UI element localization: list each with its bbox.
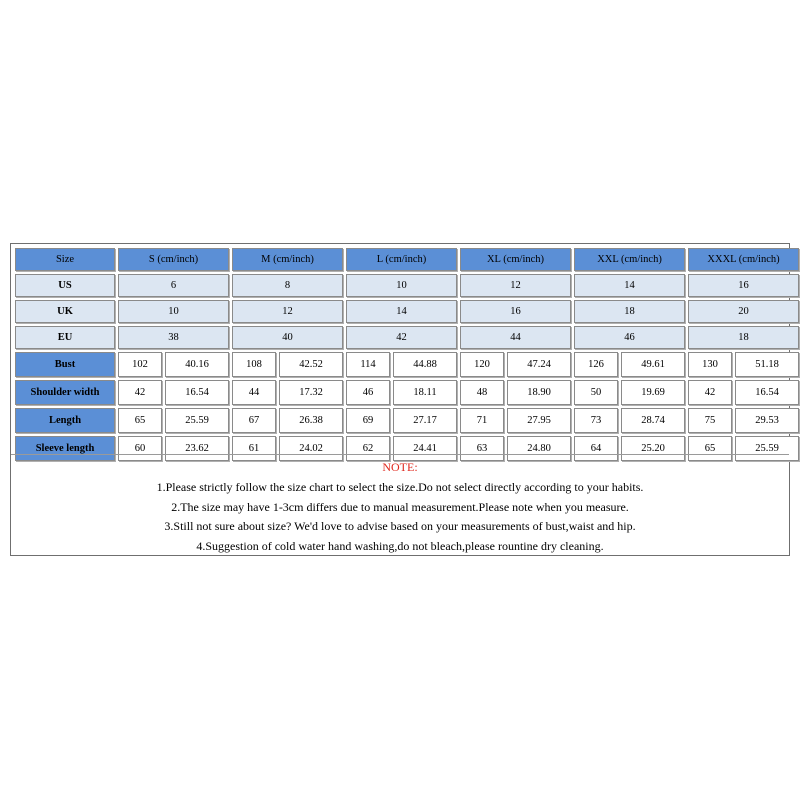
inch-value: 26.38 — [279, 408, 343, 433]
header-size-label: Size — [15, 248, 115, 271]
notes-section — [11, 459, 789, 556]
region-value: 46 — [574, 326, 685, 349]
region-value: 14 — [574, 274, 685, 297]
header-row — [15, 248, 799, 271]
cm-value: 50 — [574, 380, 618, 405]
region-value: 20 — [688, 300, 799, 323]
inch-value: 18.90 — [507, 380, 571, 405]
size-chart — [10, 243, 790, 556]
region-value: 42 — [346, 326, 457, 349]
cm-value: 67 — [232, 408, 276, 433]
note-title: NOTE: — [382, 460, 418, 474]
note-line-1: 1.Please strictly follow the size chart to select the size.Do not select directly according to your habits. — [156, 480, 644, 494]
size-table — [12, 245, 800, 464]
table-row — [15, 326, 799, 349]
cm-value: 42 — [118, 380, 162, 405]
header-size-4: XXL (cm/inch) — [574, 248, 685, 271]
row-label: Sleeve length — [15, 436, 115, 461]
inch-value: 18.11 — [393, 380, 457, 405]
table-row — [15, 436, 799, 461]
region-value: 40 — [232, 326, 343, 349]
region-value: 10 — [118, 300, 229, 323]
row-label: EU — [15, 326, 115, 349]
inch-value: 19.69 — [621, 380, 685, 405]
note-line-3: 3.Still not sure about size? We'd love to advise based on your measurements of bust,waist and hip. — [164, 519, 636, 533]
note-line-2: 2.The size may have 1-3cm differs due to manual measurement.Please note when you measure. — [171, 499, 629, 514]
inch-value: 16.54 — [735, 380, 799, 405]
header-size-5: XXXL (cm/inch) — [688, 248, 799, 271]
cm-value: 62 — [346, 436, 390, 461]
inch-value: 16.54 — [165, 380, 229, 405]
cm-value: 46 — [346, 380, 390, 405]
cm-value: 44 — [232, 380, 276, 405]
inch-value: 27.17 — [393, 408, 457, 433]
region-value: 8 — [232, 274, 343, 297]
cm-value: 65 — [688, 436, 732, 461]
region-value: 12 — [232, 300, 343, 323]
cm-value: 69 — [346, 408, 390, 433]
cm-value: 71 — [460, 408, 504, 433]
cm-value: 114 — [346, 352, 390, 377]
table-row — [15, 274, 799, 297]
inch-value: 40.16 — [165, 352, 229, 377]
inch-value: 44.88 — [393, 352, 457, 377]
inch-value: 25.59 — [735, 436, 799, 461]
region-value: 38 — [118, 326, 229, 349]
inch-value: 24.80 — [507, 436, 571, 461]
cm-value: 61 — [232, 436, 276, 461]
inch-value: 29.53 — [735, 408, 799, 433]
cm-value: 75 — [688, 408, 732, 433]
inch-value: 28.74 — [621, 408, 685, 433]
row-label: Shoulder width — [15, 380, 115, 405]
header-size-0: S (cm/inch) — [118, 248, 229, 271]
table-row — [15, 408, 799, 433]
region-value: 18 — [688, 326, 799, 349]
row-label: Bust — [15, 352, 115, 377]
cm-value: 64 — [574, 436, 618, 461]
region-value: 16 — [688, 274, 799, 297]
inch-value: 24.02 — [279, 436, 343, 461]
cm-value: 102 — [118, 352, 162, 377]
cm-value: 42 — [688, 380, 732, 405]
region-value: 6 — [118, 274, 229, 297]
cm-value: 65 — [118, 408, 162, 433]
row-label: UK — [15, 300, 115, 323]
region-value: 44 — [460, 326, 571, 349]
header-size-3: XL (cm/inch) — [460, 248, 571, 271]
note-line-4: 4.Suggestion of cold water hand washing,do not bleach,please rountine dry cleaning. — [196, 538, 604, 553]
region-value: 16 — [460, 300, 571, 323]
cm-value: 63 — [460, 436, 504, 461]
inch-value: 17.32 — [279, 380, 343, 405]
notes-divider — [11, 454, 789, 455]
cm-value: 60 — [118, 436, 162, 461]
inch-value: 51.18 — [735, 352, 799, 377]
table-row — [15, 380, 799, 405]
inch-value: 42.52 — [279, 352, 343, 377]
table-row — [15, 352, 799, 377]
inch-value: 25.59 — [165, 408, 229, 433]
inch-value: 24.41 — [393, 436, 457, 461]
inch-value: 49.61 — [621, 352, 685, 377]
region-value: 18 — [574, 300, 685, 323]
inch-value: 27.95 — [507, 408, 571, 433]
cm-value: 108 — [232, 352, 276, 377]
cm-value: 126 — [574, 352, 618, 377]
inch-value: 47.24 — [507, 352, 571, 377]
row-label: Length — [15, 408, 115, 433]
row-label: US — [15, 274, 115, 297]
region-value: 14 — [346, 300, 457, 323]
cm-value: 48 — [460, 380, 504, 405]
cm-value: 120 — [460, 352, 504, 377]
cm-value: 73 — [574, 408, 618, 433]
header-size-1: M (cm/inch) — [232, 248, 343, 271]
region-value: 12 — [460, 274, 571, 297]
cm-value: 130 — [688, 352, 732, 377]
table-row — [15, 300, 799, 323]
inch-value: 23.62 — [165, 436, 229, 461]
header-size-2: L (cm/inch) — [346, 248, 457, 271]
size-table-body — [15, 248, 799, 461]
inch-value: 25.20 — [621, 436, 685, 461]
region-value: 10 — [346, 274, 457, 297]
